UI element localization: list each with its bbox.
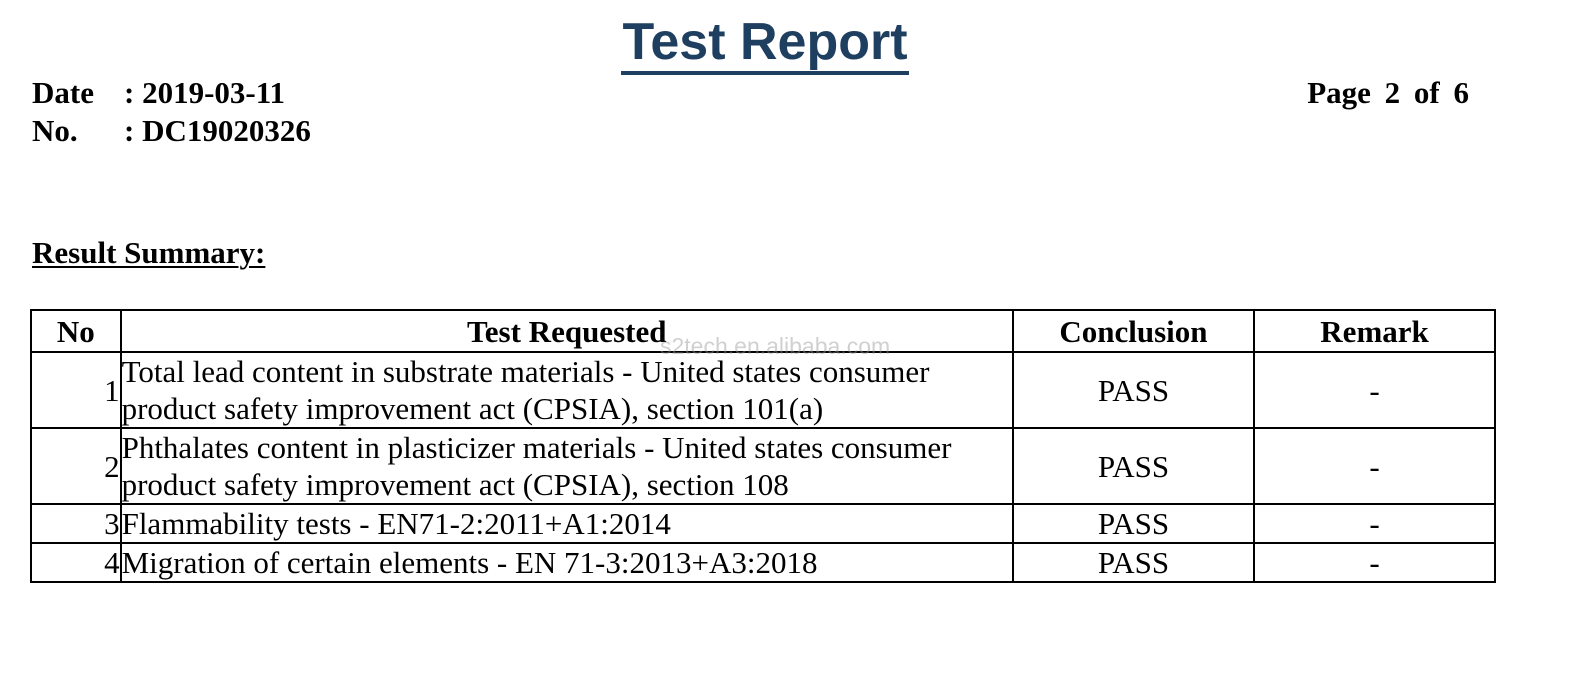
row-number: 1 (31, 352, 121, 428)
row-number: 4 (31, 543, 121, 582)
table-row (31, 543, 1495, 582)
remark-cell: - (1254, 543, 1495, 582)
report-title-container (0, 12, 1530, 72)
test-requested-cell: Migration of certain elements - EN 71-3:2013+A3:2018 (121, 543, 1013, 582)
test-requested-cell: Phthalates content in plasticizer materials - United states consumer product safety improvement act (CPSIA), section 108 (121, 428, 1013, 504)
report-title: Test Report (621, 13, 908, 75)
number-value: : DC19020326 (124, 113, 311, 148)
column-header-no: No (31, 310, 121, 352)
number-label: No. (32, 113, 78, 148)
column-header-remark: Remark (1254, 310, 1495, 352)
number-row (32, 112, 311, 150)
date-label: Date (32, 75, 94, 110)
date-row (32, 74, 311, 112)
report-meta (32, 74, 311, 150)
conclusion-cell: PASS (1013, 352, 1254, 428)
table-row (31, 352, 1495, 428)
remark-cell: - (1254, 428, 1495, 504)
test-requested-cell: Flammability tests - EN71-2:2011+A1:2014 (121, 504, 1013, 543)
row-number: 3 (31, 504, 121, 543)
conclusion-cell: PASS (1013, 543, 1254, 582)
conclusion-cell: PASS (1013, 504, 1254, 543)
remark-cell: - (1254, 352, 1495, 428)
watermark-text: s2tech.en.alibaba.com (660, 333, 891, 359)
column-header-conclusion: Conclusion (1013, 310, 1254, 352)
table-row (31, 504, 1495, 543)
test-requested-cell: Total lead content in substrate materials - United states consumer product safety improvement act (CPSIA), section 101(a) (121, 352, 1013, 428)
column-header-test-requested: Test Requested (121, 310, 1013, 352)
result-summary-heading: Result Summary: (32, 235, 266, 270)
table-row (31, 428, 1495, 504)
row-number: 2 (31, 428, 121, 504)
conclusion-cell: PASS (1013, 428, 1254, 504)
date-value: : 2019-03-11 (124, 75, 286, 110)
remark-cell: - (1254, 504, 1495, 543)
page-indicator: Page 2 of 6 (1307, 75, 1469, 110)
